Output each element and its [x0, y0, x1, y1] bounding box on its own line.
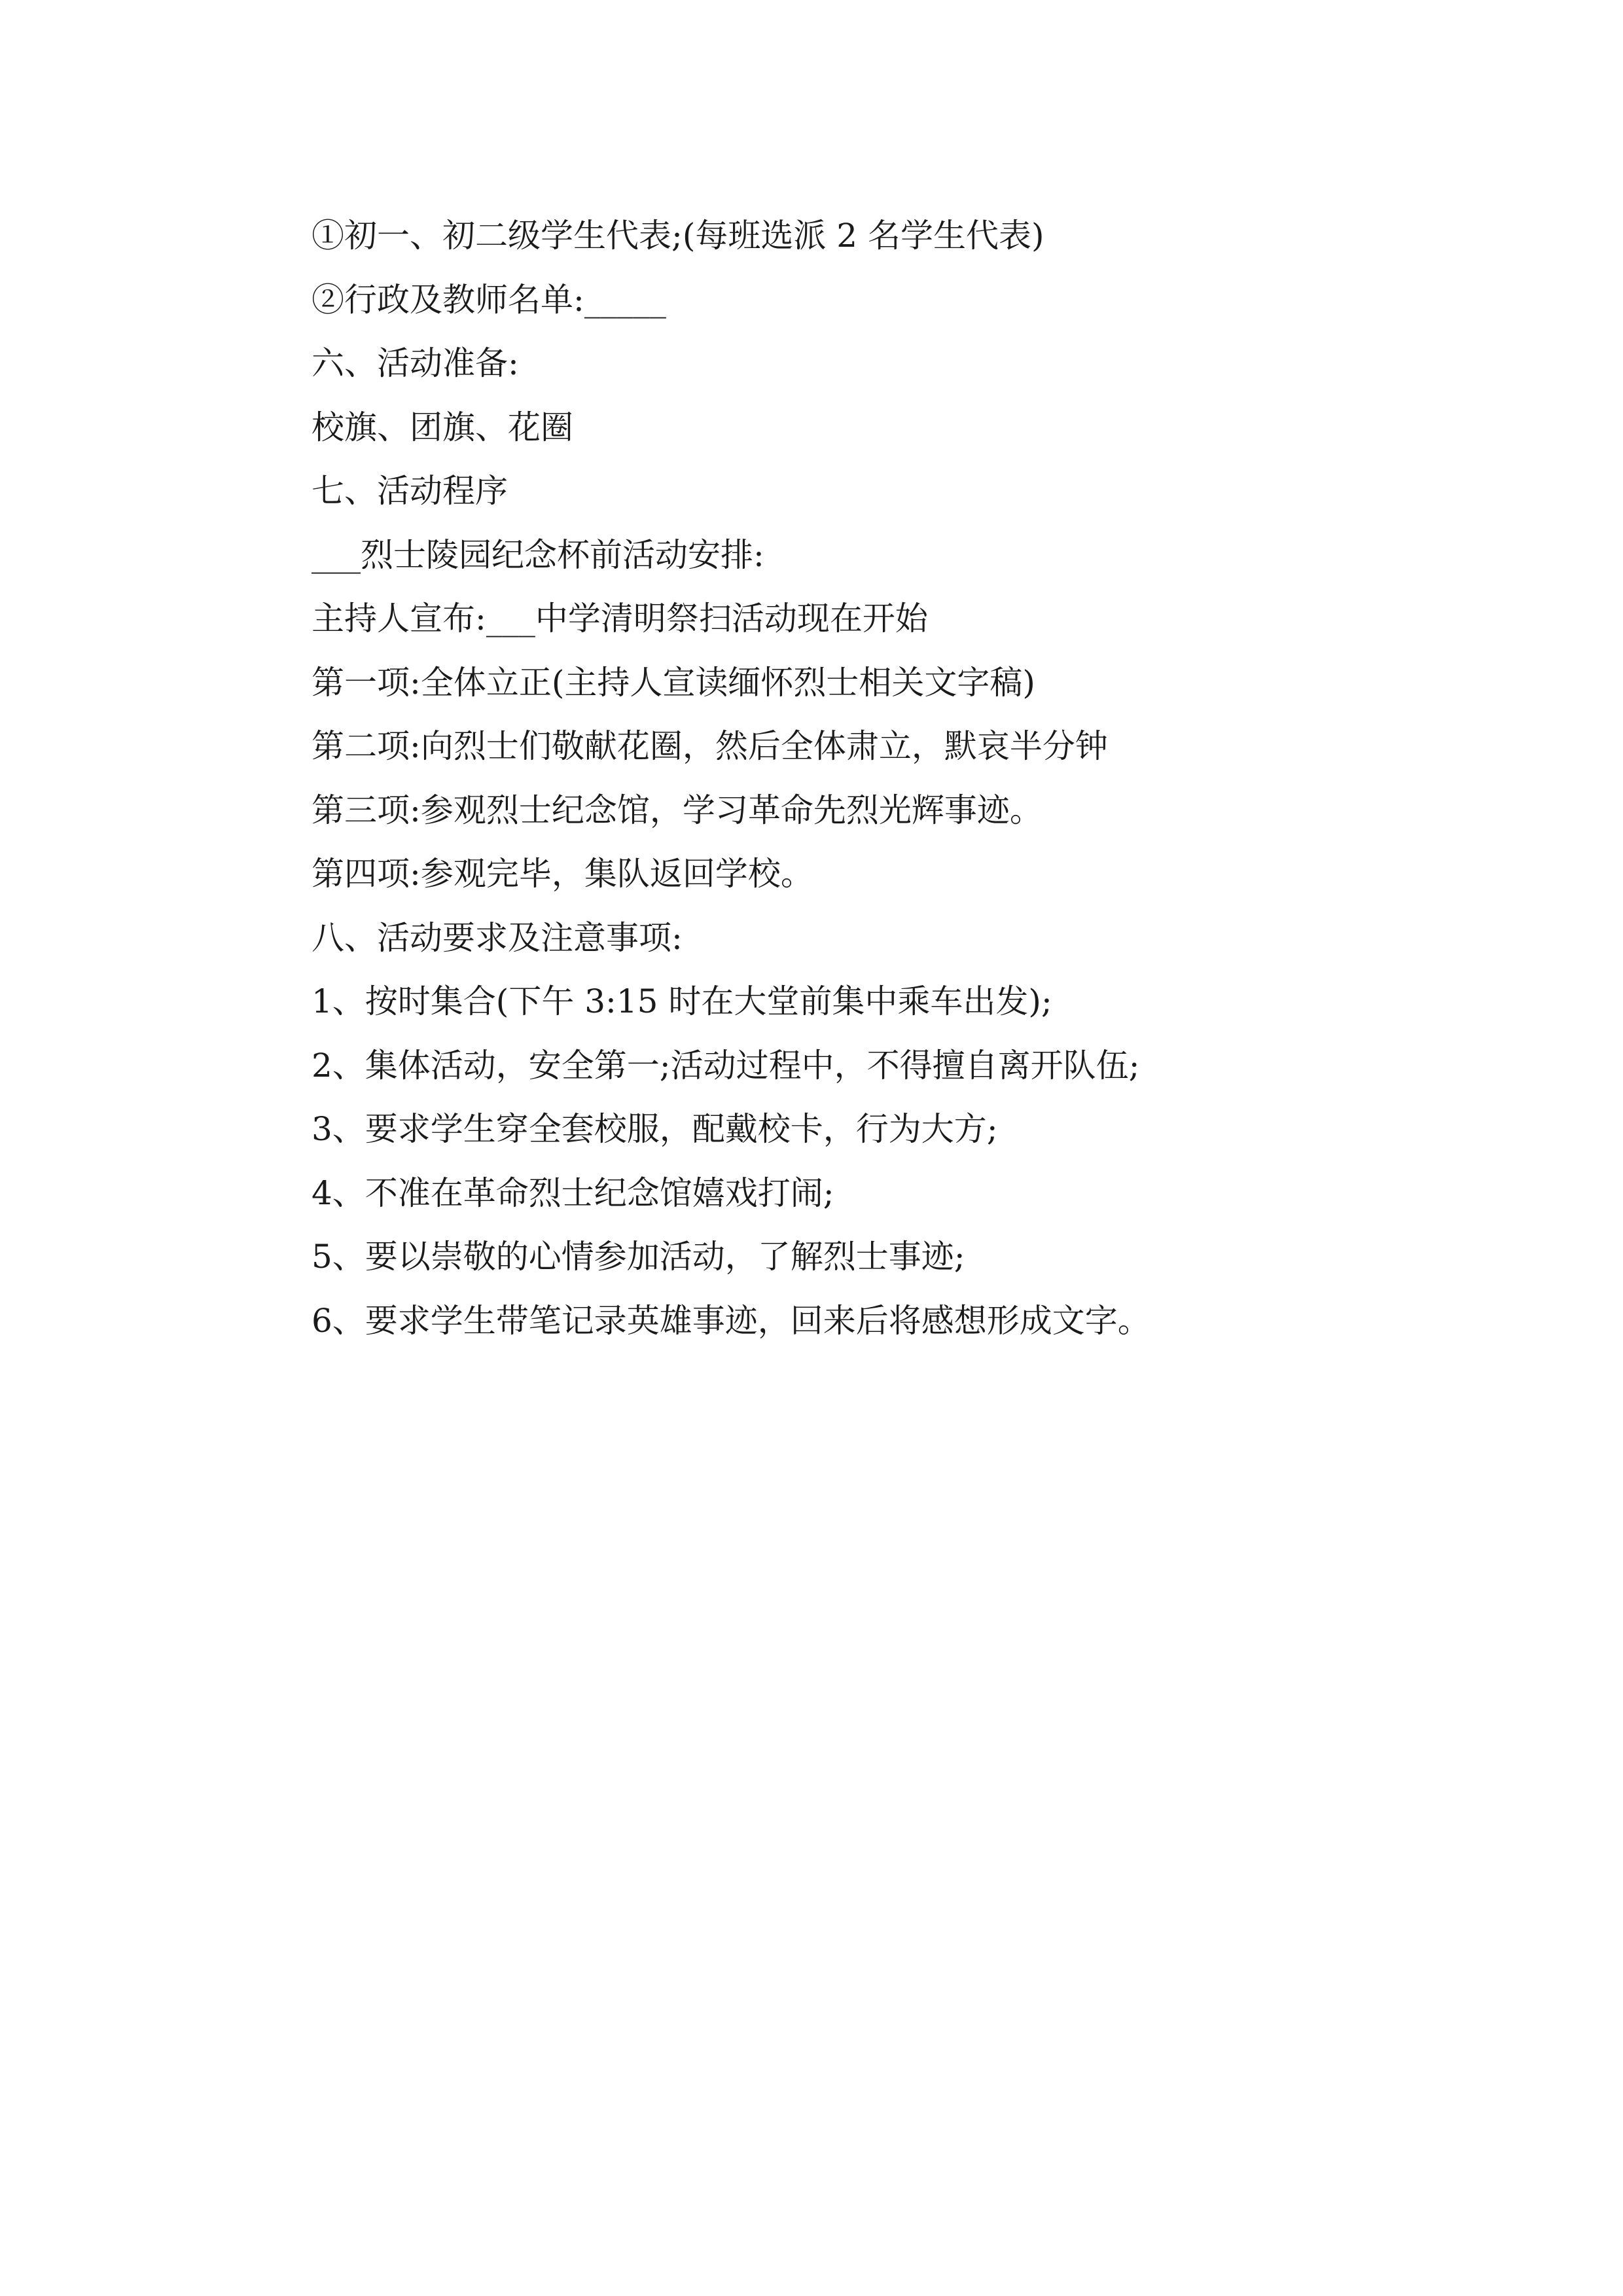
procedure-step-4: 第四项:参观完毕，集队返回学校。	[312, 855, 813, 893]
host-announcement-line: 主持人宣布:___中学清明祭扫活动现在开始	[312, 600, 928, 637]
participants-students-line: ①初一、初二级学生代表;(每班选派 2 名学生代表)	[312, 217, 1044, 255]
procedure-step-2: 第二项:向烈士们敬献花圈，然后全体肃立，默哀半分钟	[312, 727, 1108, 765]
requirement-item-5: 5、要以崇敬的心情参加活动，了解烈士事迹;	[312, 1238, 965, 1276]
section-heading-requirements: 八、活动要求及注意事项:	[312, 918, 683, 957]
requirement-item-6: 6、要求学生带笔记录英雄事迹，回来后将感想形成文字。	[312, 1301, 1150, 1340]
procedure-step-3: 第三项:参观烈士纪念馆，学习革命先烈光辉事迹。	[312, 791, 1043, 829]
document-body	[312, 204, 1372, 1353]
requirement-item-3: 3、要求学生穿全套校服，配戴校卡，行为大方;	[312, 1110, 998, 1148]
requirement-item-1: 1、按时集合(下午 3:15 时在大堂前集中乘车出发);	[312, 982, 1052, 1020]
procedure-intro-line: ___烈士陵园纪念杯前活动安排:	[312, 535, 764, 574]
requirement-item-4: 4、不准在革命烈士纪念馆嬉戏打闹;	[312, 1174, 834, 1212]
preparation-items-line: 校旗、团旗、花圈	[312, 408, 573, 446]
participants-teachers-line: ②行政及教师名单:_____	[312, 280, 666, 319]
procedure-step-1: 第一项:全体立正(主持人宣读缅怀烈士相关文字稿)	[312, 663, 1035, 702]
section-heading-procedure: 七、活动程序	[312, 472, 508, 510]
requirement-item-2: 2、集体活动，安全第一;活动过程中，不得擅自离开队伍;	[312, 1046, 1140, 1085]
section-heading-preparation: 六、活动准备:	[312, 344, 519, 382]
